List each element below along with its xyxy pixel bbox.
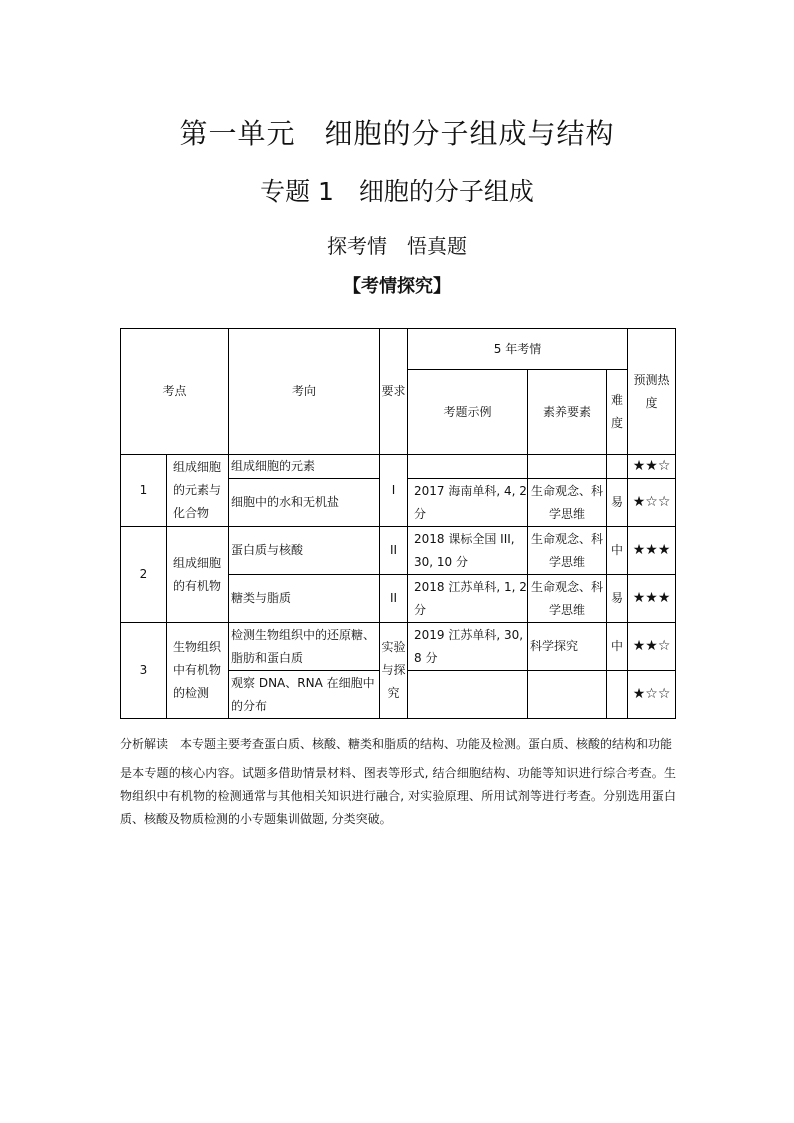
difficulty-cell <box>607 671 628 719</box>
exam-table <box>120 328 676 719</box>
topic-title: 专题 1 细胞的分子组成 <box>260 177 534 206</box>
example-cell: 2017 海南单科, 4, 2 分 <box>408 479 528 527</box>
literacy-cell: 生命观念、科学思维 <box>528 575 607 623</box>
example-cell: 2019 江苏单科, 30, 8 分 <box>408 623 528 671</box>
requirement-cell: 实验与探究 <box>380 623 408 719</box>
heat-stars: ★★☆ <box>628 623 676 671</box>
heat-stars: ★☆☆ <box>628 671 676 719</box>
heat-stars: ★★★ <box>628 527 676 575</box>
direction-cell: 糖类与脂质 <box>229 575 380 623</box>
section-title: 探考情 悟真题 <box>327 234 467 258</box>
difficulty-cell: 易 <box>607 479 628 527</box>
kaodian-cell: 组成细胞的元素与化合物 <box>167 455 229 527</box>
row-number: 3 <box>121 623 167 719</box>
example-cell: 2018 江苏单科, 1, 2 分 <box>408 575 528 623</box>
literacy-cell <box>528 455 607 479</box>
analysis-first-line: 分析解读 本专题主要考查蛋白质、核酸、糖类和脂质的结构、功能及检测。蛋白质、核酸的结构和功能 <box>120 737 673 751</box>
example-cell <box>408 671 528 719</box>
difficulty-cell: 中 <box>607 527 628 575</box>
kaodian-cell: 生物组织中有机物的检测 <box>167 623 229 719</box>
requirement-cell: I <box>380 455 408 527</box>
literacy-cell: 生命观念、科学思维 <box>528 527 607 575</box>
header-five-year: 5 年考情 <box>408 329 628 370</box>
direction-cell: 观察 DNA、RNA 在细胞中的分布 <box>229 671 380 719</box>
difficulty-cell: 中 <box>607 623 628 671</box>
kaodian-cell: 组成细胞的有机物 <box>167 527 229 623</box>
heat-stars: ★☆☆ <box>628 479 676 527</box>
subsection-title: 【考情探究】 <box>343 276 451 297</box>
requirement-cell: II <box>380 527 408 575</box>
table-row <box>121 527 676 575</box>
header-yaoqiu: 要求 <box>380 329 408 455</box>
header-difficulty: 难度 <box>607 370 628 455</box>
heat-stars: ★★★ <box>628 575 676 623</box>
direction-cell: 组成细胞的元素 <box>229 455 380 479</box>
row-number: 1 <box>121 455 167 527</box>
table-row <box>121 623 676 671</box>
requirement-cell: II <box>380 575 408 623</box>
unit-title: 第一单元 细胞的分子组成与结构 <box>179 117 615 150</box>
direction-cell: 蛋白质与核酸 <box>229 527 380 575</box>
analysis-body: 是本专题的核心内容。试题多借助情景材料、图表等形式, 结合细胞结构、功能等知识进行综合考查。生物组织中有机物的检测通常与其他相关知识进行融合, 对实验原理、所用试剂等进行考查。分别选用蛋白质、核酸及物质检测的小专题集训做题, 分类突破。 <box>120 766 676 826</box>
header-kaoxiang: 考向 <box>229 329 380 455</box>
example-cell: 2018 课标全国 III, 30, 10 分 <box>408 527 528 575</box>
header-example: 考题示例 <box>408 370 528 455</box>
header-forecast: 预测热度 <box>628 329 676 455</box>
analysis-text <box>120 733 676 831</box>
direction-cell: 细胞中的水和无机盐 <box>229 479 380 527</box>
heat-stars: ★★☆ <box>628 455 676 479</box>
literacy-cell <box>528 671 607 719</box>
table-row <box>121 455 676 479</box>
literacy-cell: 科学探究 <box>528 623 607 671</box>
literacy-cell: 生命观念、科学思维 <box>528 479 607 527</box>
header-literacy: 素养要素 <box>528 370 607 455</box>
direction-cell: 检测生物组织中的还原糖、脂肪和蛋白质 <box>229 623 380 671</box>
header-kaodian: 考点 <box>121 329 229 455</box>
difficulty-cell: 易 <box>607 575 628 623</box>
difficulty-cell <box>607 455 628 479</box>
row-number: 2 <box>121 527 167 623</box>
example-cell <box>408 455 528 479</box>
